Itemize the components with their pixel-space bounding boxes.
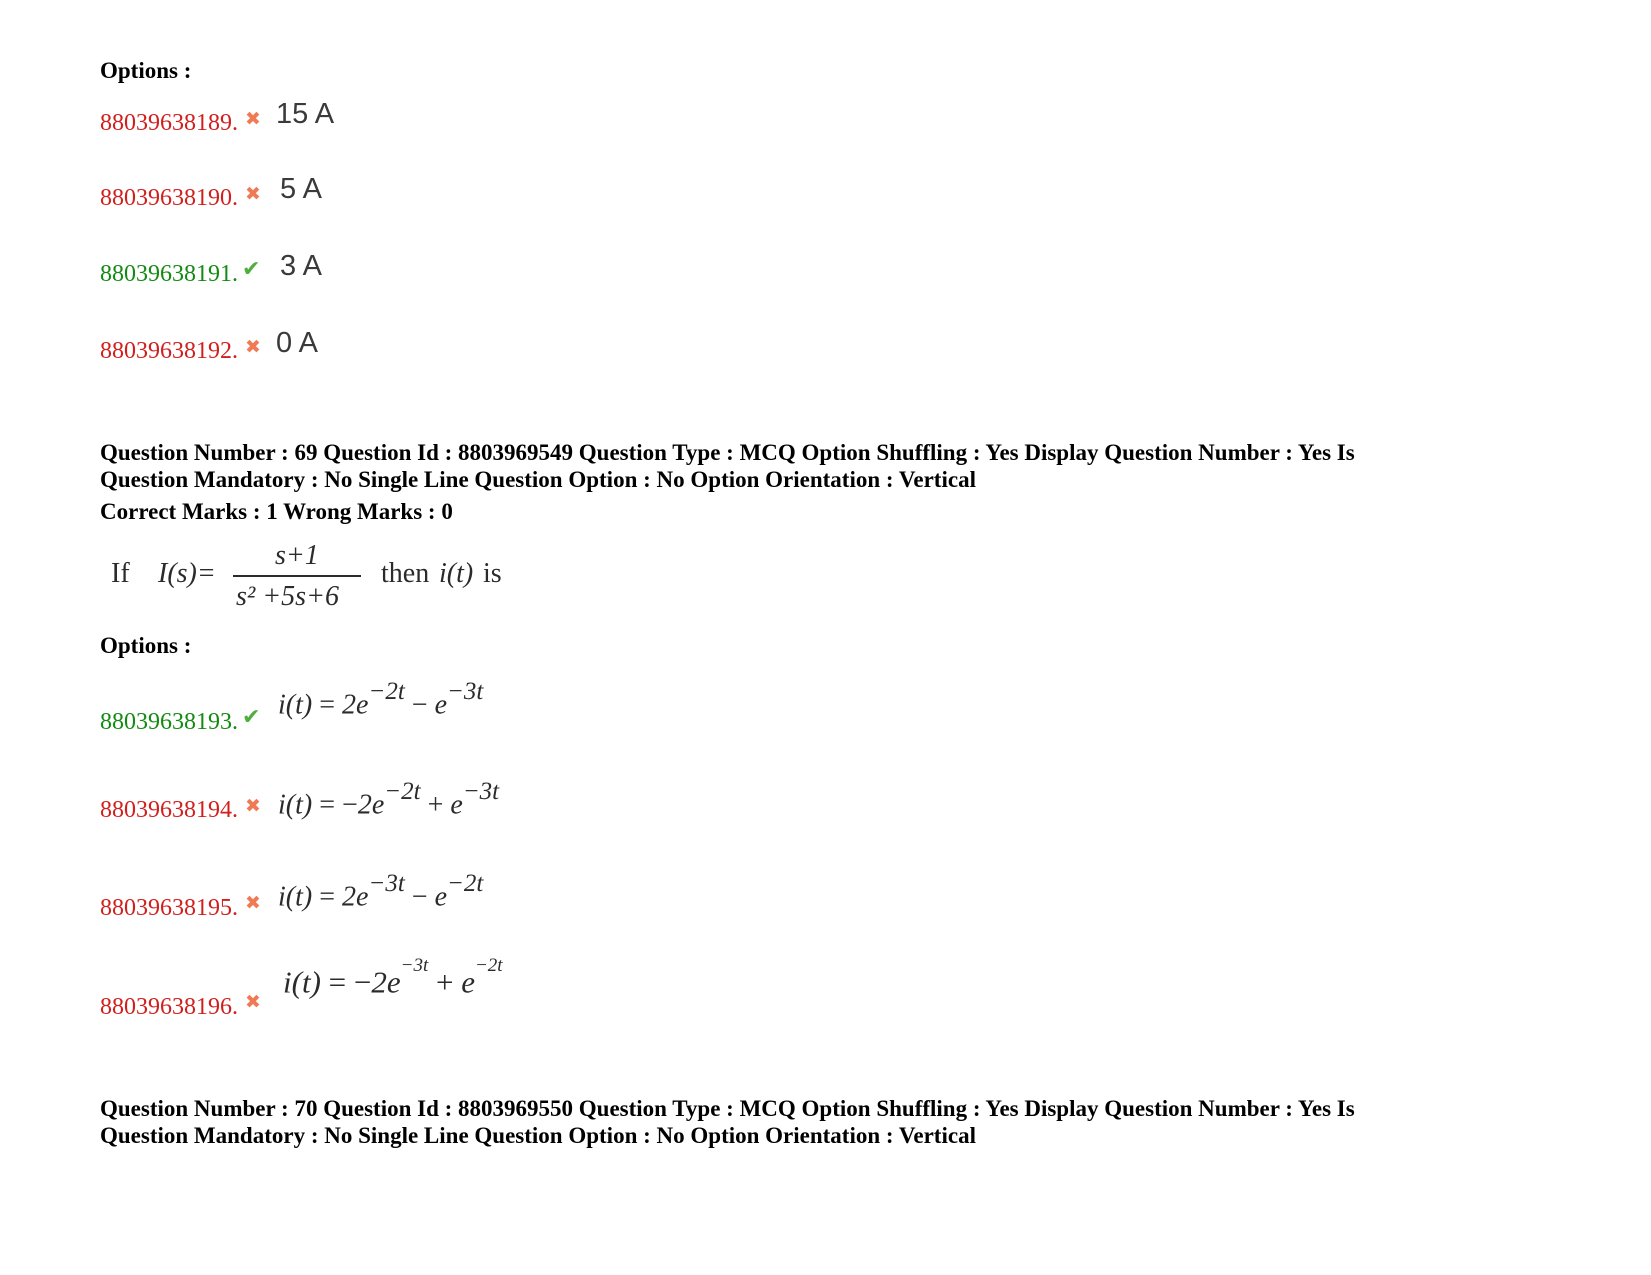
option-id: 88039638190. (100, 185, 238, 211)
check-icon: ✔ (242, 705, 261, 730)
question-if: If (111, 558, 130, 589)
fraction-numerator: s+1 (275, 540, 319, 571)
option-answer: 5 A (280, 173, 322, 205)
option-formula: $i(t) = 2e^{-3t} - e^{-2t}$ (278, 870, 484, 913)
option-id: 88039638195. (100, 895, 238, 921)
marks-line: Correct Marks : 1 Wrong Marks : 0 (100, 499, 453, 524)
fraction-bar (233, 575, 361, 577)
check-icon: ✔ (242, 257, 261, 282)
question-meta-line: Question Number : 70 Question Id : 8803969550 Question Type : MCQ Option Shuffling : Yes Display Question Number : Yes Is (100, 1096, 1355, 1121)
option-row (100, 173, 500, 217)
cross-icon: ✖ (245, 108, 261, 130)
option-formula: $i(t) = 2e^{-2t} - e^{-3t}$ (278, 678, 484, 721)
option-row (100, 98, 500, 142)
option-formula: $i(t) = -2e^{-2t} + e^{-3t}$ (278, 778, 500, 821)
option-row (100, 670, 620, 740)
option-id: 88039638192. (100, 338, 238, 364)
question-is: is (483, 558, 502, 589)
option-row (100, 858, 620, 928)
option-answer: 0 A (276, 327, 318, 359)
fraction-denominator: s² +5s+6 (236, 581, 339, 612)
cross-icon: ✖ (245, 183, 261, 205)
option-row (100, 952, 620, 1024)
question-it: i(t) (439, 558, 474, 589)
cross-icon: ✖ (245, 892, 261, 914)
question-meta-line: Question Mandatory : No Single Line Question Option : No Option Orientation : Vertical (100, 467, 976, 492)
options-label: Options : (100, 58, 192, 83)
question-then: then (381, 558, 430, 589)
cross-icon: ✖ (245, 991, 261, 1013)
cross-icon: ✖ (245, 795, 261, 817)
cross-icon: ✖ (245, 336, 261, 358)
option-id: 88039638189. (100, 110, 238, 136)
question-meta-line: Question Number : 69 Question Id : 8803969549 Question Type : MCQ Option Shuffling : Yes Display Question Number : Yes Is (100, 440, 1355, 465)
option-row (100, 327, 500, 371)
question-formula (100, 538, 520, 618)
option-id: 88039638194. (100, 797, 238, 823)
option-id: 88039638191. (100, 261, 238, 287)
option-row (100, 765, 620, 835)
option-answer: 3 A (280, 250, 322, 282)
option-row (100, 250, 500, 294)
option-formula: $i(t) = -2e^{-3t} + e^{-2t}$ (283, 955, 503, 1000)
options-label: Options : (100, 633, 192, 658)
option-id: 88039638193. (100, 709, 238, 735)
option-id: 88039638196. (100, 994, 238, 1020)
option-answer: 15 A (276, 98, 335, 130)
question-meta-line: Question Mandatory : No Single Line Question Option : No Option Orientation : Vertical (100, 1123, 976, 1148)
question-lhs: I(s)= (158, 558, 216, 589)
